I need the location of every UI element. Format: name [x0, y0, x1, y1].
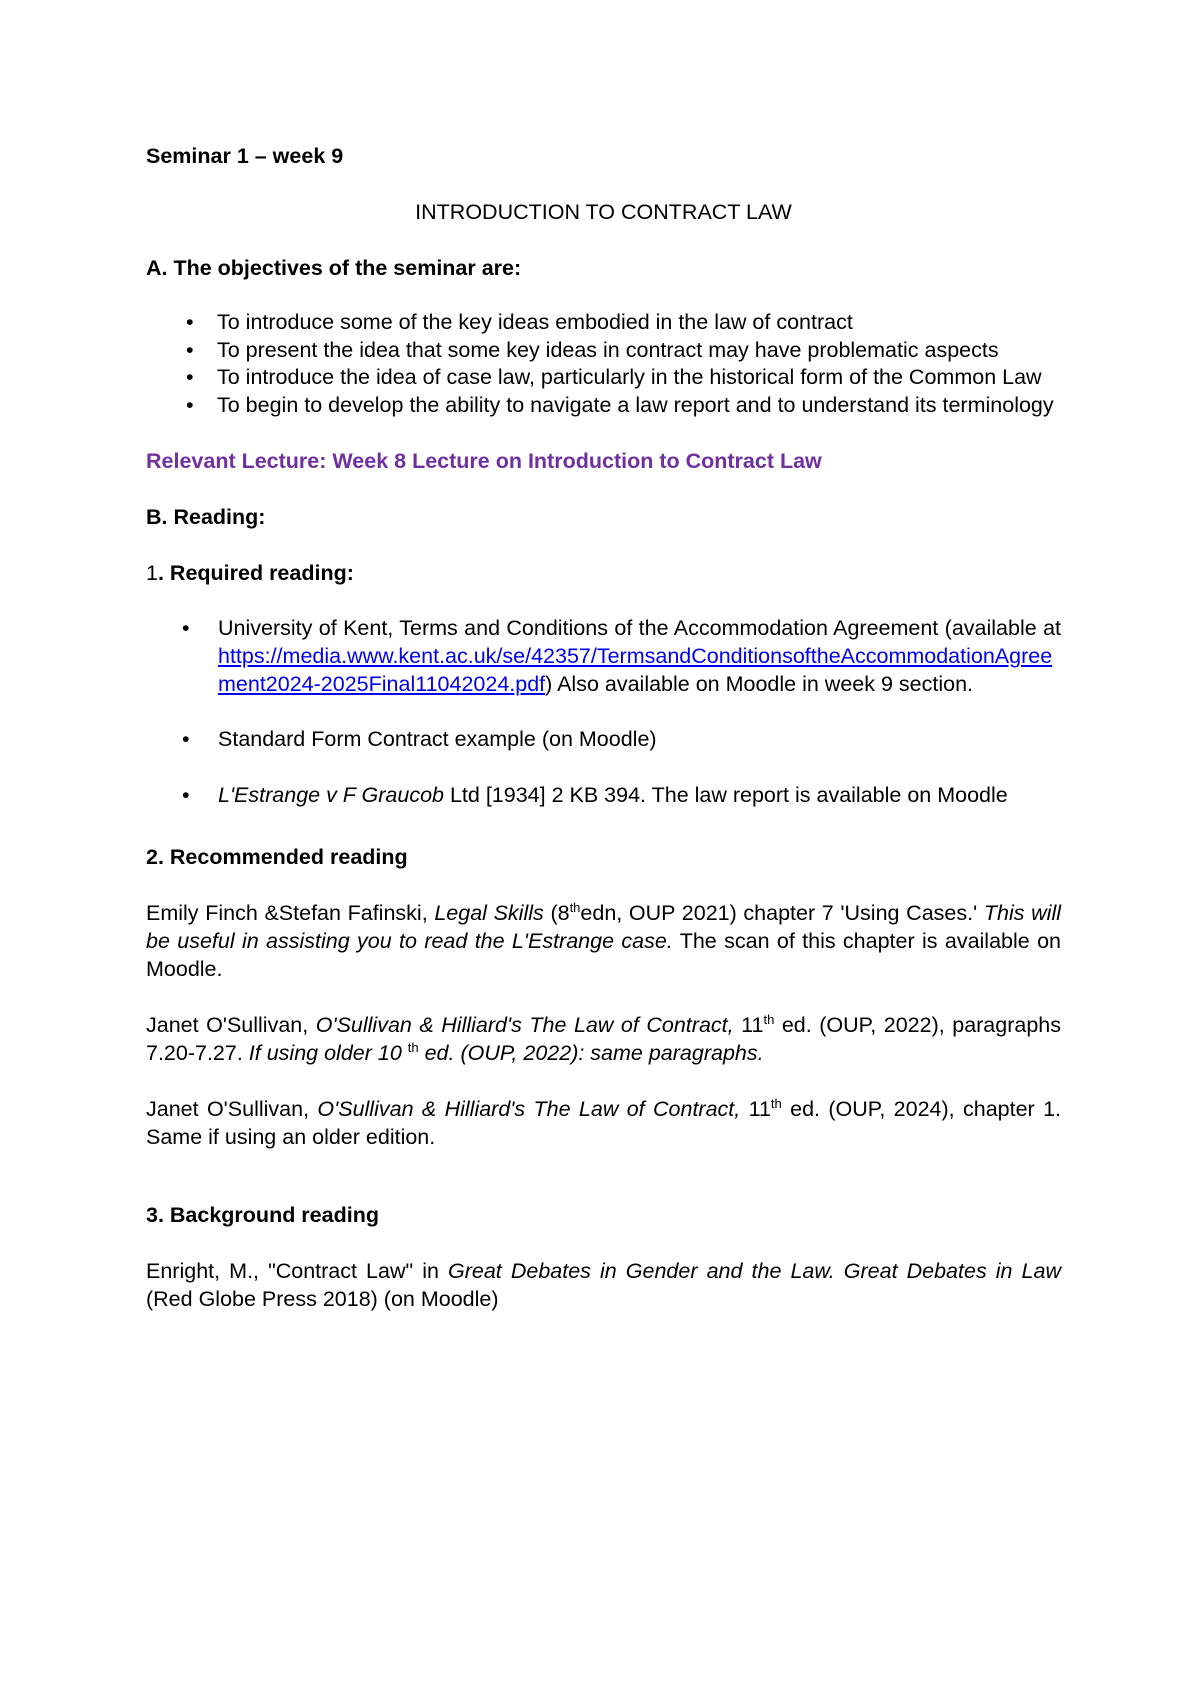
required-reading-item: [146, 782, 1061, 810]
bullet-icon: •: [182, 782, 190, 807]
required-item-text: Standard Form Contract example (on Moodle): [218, 727, 657, 752]
text-span: edn, OUP 2021) chapter 7 'Using Cases.': [580, 901, 984, 926]
bullet-icon: •: [186, 392, 194, 417]
text-span: 11: [740, 1097, 771, 1122]
objectives-list: [146, 309, 1061, 419]
objective-item: [146, 309, 1061, 337]
book-title: Great Debates in Gender and the Law. Great Debates in Law: [448, 1259, 1062, 1284]
objective-item: [146, 337, 1061, 365]
background-paragraph: [146, 1257, 1061, 1313]
text-span: ed. (OUP, 2022), paragraphs 7.20-7.27.: [146, 1013, 1062, 1066]
objective-text: To introduce some of the key ideas embodied in the law of contract: [217, 310, 853, 334]
objective-item: [146, 392, 1061, 420]
required-reading-list: [146, 615, 1061, 809]
text-span: The scan of this chapter is available on Moodle.: [146, 929, 1061, 982]
objective-text: To begin to develop the ability to navigate a law report and to understand its terminology: [217, 392, 1054, 417]
text-span: Enright, M., "Contract Law" in: [146, 1259, 448, 1284]
relevant-lecture-note: Relevant Lecture: Week 8 Lecture on Introduction to Contract Law: [146, 449, 822, 474]
background-reading-heading: 3. Background reading: [146, 1203, 379, 1228]
text-span: Emily Finch &Stefan Fafinski,: [146, 901, 435, 926]
recommended-paragraph: [146, 899, 1061, 983]
italic-note: This will be useful in assisting you to read the L'Estrange case.: [146, 901, 1061, 954]
required-reading-number: 1: [146, 561, 158, 586]
bullet-icon: •: [182, 616, 190, 641]
required-reading-item: [146, 615, 1061, 698]
reading-heading: B. Reading:: [146, 505, 266, 530]
required-item-after: ) Also available on Moodle in week 9 section.: [545, 671, 973, 696]
case-name: L'Estrange v F Graucob: [218, 782, 444, 807]
required-reading-label: . Required reading:: [157, 561, 354, 586]
objective-text: To present the idea that some key ideas in contract may have problematic aspects: [217, 337, 999, 362]
bullet-icon: •: [186, 310, 194, 334]
superscript: th: [763, 1012, 775, 1028]
text-span: Janet O'Sullivan,: [146, 1013, 316, 1038]
book-title: O'Sullivan & Hilliard's The Law of Contract,: [315, 1013, 734, 1038]
superscript: th: [770, 1096, 782, 1112]
text-span: (8: [543, 901, 570, 926]
text-span: 11: [733, 1013, 764, 1038]
book-title: O'Sullivan & Hilliard's The Law of Contract,: [317, 1097, 741, 1122]
italic-note: If using older 10: [248, 1041, 408, 1066]
text-span: (Red Globe Press 2018) (on Moodle): [146, 1287, 499, 1312]
book-title: Legal Skills: [434, 901, 544, 926]
objective-item: [146, 364, 1061, 392]
italic-note: ed. (OUP, 2022): same paragraphs.: [418, 1041, 764, 1066]
main-title: INTRODUCTION TO CONTRACT LAW: [415, 200, 792, 224]
recommended-paragraph: [146, 1095, 1061, 1151]
accommodation-agreement-link[interactable]: https://media.www.kent.ac.uk/se/42357/TermsandConditionsoftheAccommodationAgreement2024-2025Final11042024.pdf: [218, 643, 1053, 696]
bullet-icon: •: [186, 337, 194, 362]
superscript: th: [569, 900, 581, 916]
superscript: th: [407, 1040, 419, 1056]
bullet-icon: •: [182, 727, 190, 752]
required-item-text: Ltd [1934] 2 KB 394. The law report is available on Moodle: [444, 782, 1008, 807]
required-item-text: University of Kent, Terms and Conditions of the Accommodation Agreement (available at: [218, 616, 1061, 641]
objectives-heading: A. The objectives of the seminar are:: [146, 256, 522, 280]
seminar-title: Seminar 1 – week 9: [146, 144, 344, 168]
required-reading-heading: [146, 559, 1061, 587]
objective-text: To introduce the idea of case law, particularly in the historical form of the Common Law: [217, 365, 1042, 390]
bullet-icon: •: [186, 365, 194, 390]
recommended-paragraph: [146, 1011, 1061, 1067]
text-span: Janet O'Sullivan,: [146, 1097, 318, 1122]
document-page: [146, 142, 1061, 1313]
required-reading-item: [146, 726, 1061, 754]
recommended-reading-heading: 2. Recommended reading: [146, 845, 408, 870]
text-span: ed. (OUP, 2024), chapter 1. Same if using an older edition.: [146, 1097, 1062, 1150]
